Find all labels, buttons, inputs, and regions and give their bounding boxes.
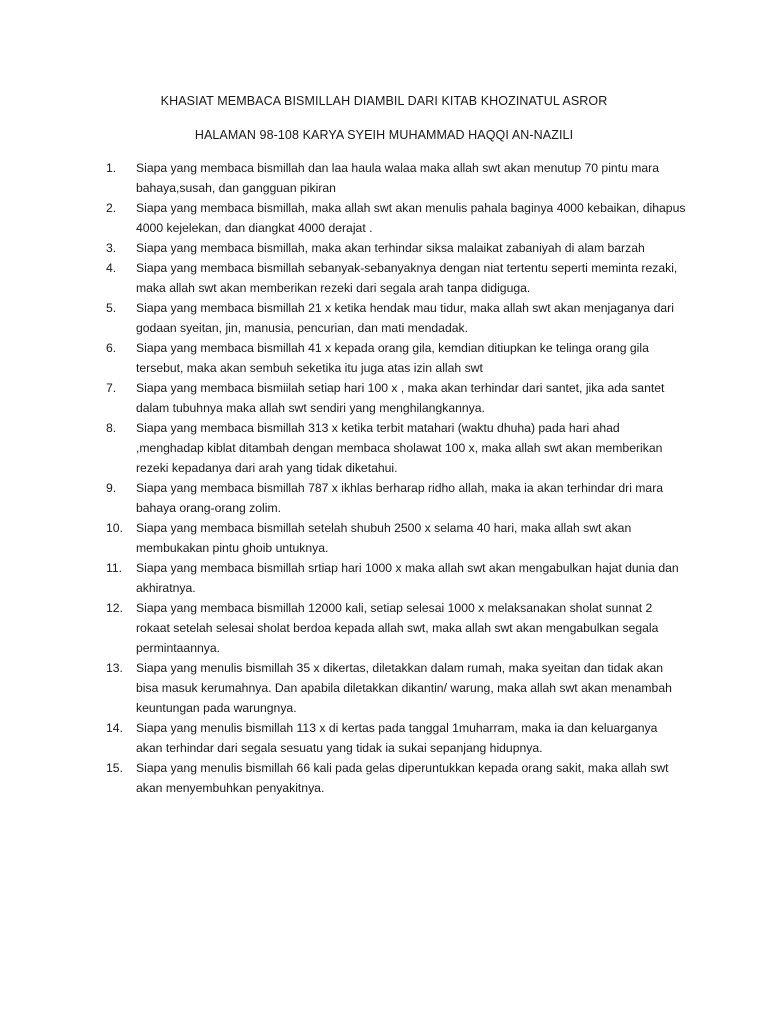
list-item xyxy=(106,758,686,798)
list-item-number: 3. xyxy=(106,241,117,255)
numbered-list xyxy=(106,158,686,798)
list-item-number: 6. xyxy=(106,341,117,355)
list-item xyxy=(106,658,686,718)
list-item-number: 15. xyxy=(106,761,123,775)
list-item-number: 7. xyxy=(106,381,117,395)
list-item-number: 13. xyxy=(106,661,123,675)
list-item xyxy=(106,598,686,658)
list-item xyxy=(106,298,686,338)
document-title: KHASIAT MEMBACA BISMILLAH DIAMBIL DARI KITAB KHOZINATUL ASROR xyxy=(160,94,608,108)
list-item xyxy=(106,338,686,378)
list-item-text: Siapa yang membaca bismillah 787 x ikhlas berharap ridho allah, maka ia akan terhindar dri mara bahaya orang-orang zolim. xyxy=(136,481,664,515)
list-item xyxy=(106,478,686,518)
list-item-text: Siapa yang membaca bismillah, maka akan terhindar siksa malaikat zabaniyah di alam barzah xyxy=(136,241,645,255)
list-item-number: 14. xyxy=(106,721,123,735)
list-item-text: Siapa yang membaca bismillah, maka allah swt akan menulis pahala baginya 4000 kebaikan, dihapus 4000 kejelekan, dan diangkat 4000 derajat . xyxy=(136,201,686,235)
list-item-number: 1. xyxy=(106,161,117,175)
list-item xyxy=(106,518,686,558)
list-item-text: Siapa yang membaca bismillah 41 x kepada orang gila, kemdian ditiupkan ke telinga orang gila tersebut, maka akan sembuh seketika itu juga atas izin allah swt xyxy=(136,341,649,375)
list-item-number: 10. xyxy=(106,521,123,535)
list-item-text: Siapa yang membaca bismillah dan laa haula walaa maka allah swt akan menutup 70 pintu mara bahaya,susah, dan gangguan pikiran xyxy=(136,161,660,195)
list-item xyxy=(106,418,686,478)
list-item-number: 12. xyxy=(106,601,123,615)
list-item xyxy=(106,198,686,238)
list-item xyxy=(106,238,686,258)
list-item-number: 8. xyxy=(106,421,117,435)
list-item xyxy=(106,378,686,418)
document-subtitle: HALAMAN 98-108 KARYA SYEIH MUHAMMAD HAQQI AN-NAZILI xyxy=(194,128,574,142)
list-item-text: Siapa yang membaca bismillah srtiap hari 1000 x maka allah swt akan mengabulkan hajat dunia dan akhiratnya. xyxy=(136,561,679,595)
list-item-text: Siapa yang membaca bismillah 21 x ketika hendak mau tidur, maka allah swt akan menjaganya dari godaan syeitan, jin, manusia, pencurian, dan mati mendadak. xyxy=(136,301,674,335)
list-item xyxy=(106,158,686,198)
list-item-number: 11. xyxy=(106,561,123,575)
list-item xyxy=(106,558,686,598)
list-item-text: Siapa yang menulis bismillah 66 kali pada gelas diperuntukkan kepada orang sakit, maka allah swt akan menyembuhkan penyakitnya. xyxy=(136,761,669,795)
list-item-text: Siapa yang menulis bismillah 113 x di kertas pada tanggal 1muharram, maka ia dan keluarganya akan terhindar dari segala sesuatu yang tidak ia sukai sepanjang hidupnya. xyxy=(136,721,658,755)
list-item-number: 4. xyxy=(106,261,117,275)
list-item-text: Siapa yang membaca bismillah 313 x ketika terbit matahari (waktu dhuha) pada hari ahad ,menghadap kiblat ditambah dengan membaca sholawat 100 x, maka allah swt akan memberikan rezeki kepadanya dari arah yang tidak diketahui. xyxy=(136,421,663,475)
list-item-number: 5. xyxy=(106,301,117,315)
list-item-number: 9. xyxy=(106,481,117,495)
list-item xyxy=(106,258,686,298)
list-item xyxy=(106,718,686,758)
list-item-text: Siapa yang membaca bismillah 12000 kali, setiap selesai 1000 x melaksanakan sholat sunnat 2 rokaat setelah selesai sholat berdoa kepada allah swt, maka allah swt akan mengabulkan segala permintaannya. xyxy=(136,601,659,655)
list-item-text: Siapa yang membaca bismiilah setiap hari 100 x , maka akan terhindar dari santet, jika ada santet dalam tubuhnya maka allah swt sendiri yang menghilangkannya. xyxy=(136,381,665,415)
list-item-text: Siapa yang menulis bismillah 35 x dikertas, diletakkan dalam rumah, maka syeitan dan tidak akan bisa masuk kerumahnya. Dan apabila diletakkan dikantin/ warung, maka allah swt akan menambah keuntungan pada warungnya. xyxy=(136,661,672,715)
list-item-text: Siapa yang membaca bismillah setelah shubuh 2500 x selama 40 hari, maka allah swt akan membukakan pintu ghoib untuknya. xyxy=(136,521,632,555)
list-item-number: 2. xyxy=(106,201,117,215)
list-item-text: Siapa yang membaca bismillah sebanyak-sebanyaknya dengan niat tertentu seperti meminta rezaki, maka allah swt akan memberikan rezeki dari segala arah tanpa didiguga. xyxy=(136,261,678,295)
